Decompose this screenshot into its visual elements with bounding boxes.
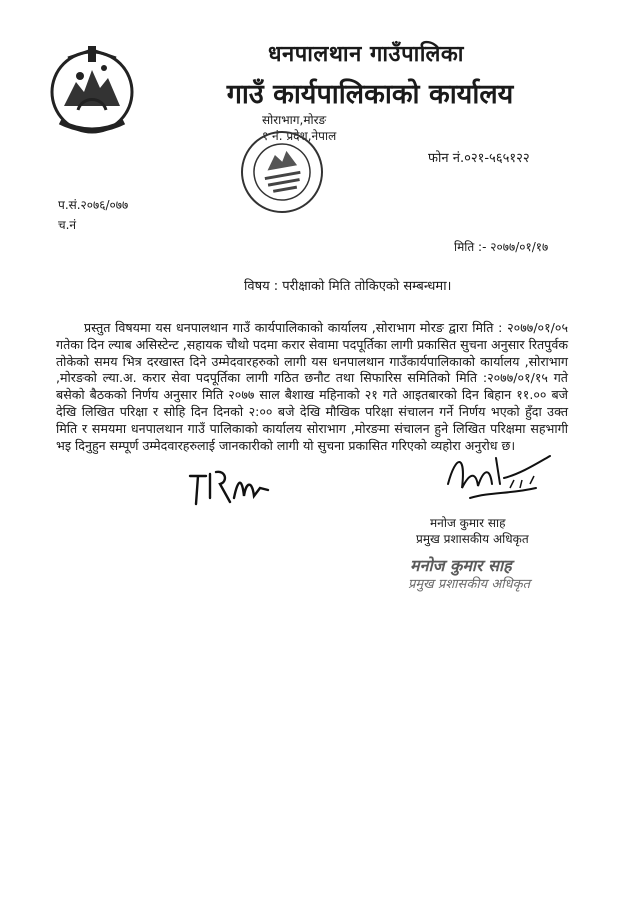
name-seal: मनोज कुमार साह: [410, 556, 512, 575]
dispatch-number: च.नं: [58, 218, 77, 232]
signatory-name: मनोज कुमार साह: [430, 516, 506, 530]
phone-number: फोन नं.०२१-५६५१२२: [428, 151, 530, 166]
nepal-emblem-icon: [42, 40, 142, 140]
office-name: धनपालथान गाउँपालिका: [267, 42, 465, 67]
office-stamp: [231, 121, 333, 223]
signatory-title: प्रमुख प्रशासकीय अधिकृत: [416, 532, 529, 546]
letter-body: प्रस्तुत विषयमा यस धनपालथान गाउँ कार्यपालिकाको कार्यालय ,सोराभाग मोरङ द्वारा मिति : २०७७/०१/०५ गतेका दिन ल्याब असिस्टेन्ट ,सहायक चौथो पदमा करार सेवामा पदपूर्तिका लागी प्रकासित सुचना अनुसार रितपुर्वक तोकेको समय भित्र दरखास्त दिने उम्मेदवारहरुको लागी यस धनपालथान गाउँकार्यपालिकाको कार्यालय ,सोराभाग ,मोरङको ल्या.अ. करार सेवा पदपूर्तिका लागी गठित छनौट तथा सिफारिस समितिको मिति :२०७७/०१/१५ गते बसेको बैठकको निर्णय अनुसार मिति २०७७ साल बैशाख महिनाको २१ गते आइतबारको दिन बिहान ११.०० बजे देखि लिखित परिक्षा र सोहि दिन दिनको २:०० बजे देखि मौखिक परिक्षा संचालन गर्ने निर्णय भएको हुँदा उक्त मिति र समयमा धनपालथान गाउँ पालिकाको कार्यालय सोराभाग ,मोरङमा संचालन हुने लिखित परिक्षमा सहभागी भइ दिनुहुन सम्पूर्ण उम्मेदवारहरुलाई जानकारीको लागी यो सुचना प्रकासित गरिएको व्यहोरा अनुरोध छ।: [56, 320, 568, 453]
handwritten-signature-right: [440, 444, 570, 506]
reference-number: प.सं.२०७६/०७७: [58, 198, 129, 212]
address-line-1: सोराभाग,मोरङ: [262, 113, 327, 127]
handwritten-signature-left: [186, 468, 272, 508]
letter-subject: विषय : परीक्षाको मिति तोकिएको सम्बन्धमा।: [244, 279, 452, 294]
title-seal: प्रमुख प्रशासकीय अधिकृत: [408, 577, 531, 592]
office-title: गाउँ कार्यपालिकाको कार्यालय: [226, 79, 514, 110]
address-line-2: १ नं. प्रदेश,नेपाल: [262, 129, 337, 143]
letter-date: मिति :- २०७७/०१/१७: [454, 240, 549, 254]
